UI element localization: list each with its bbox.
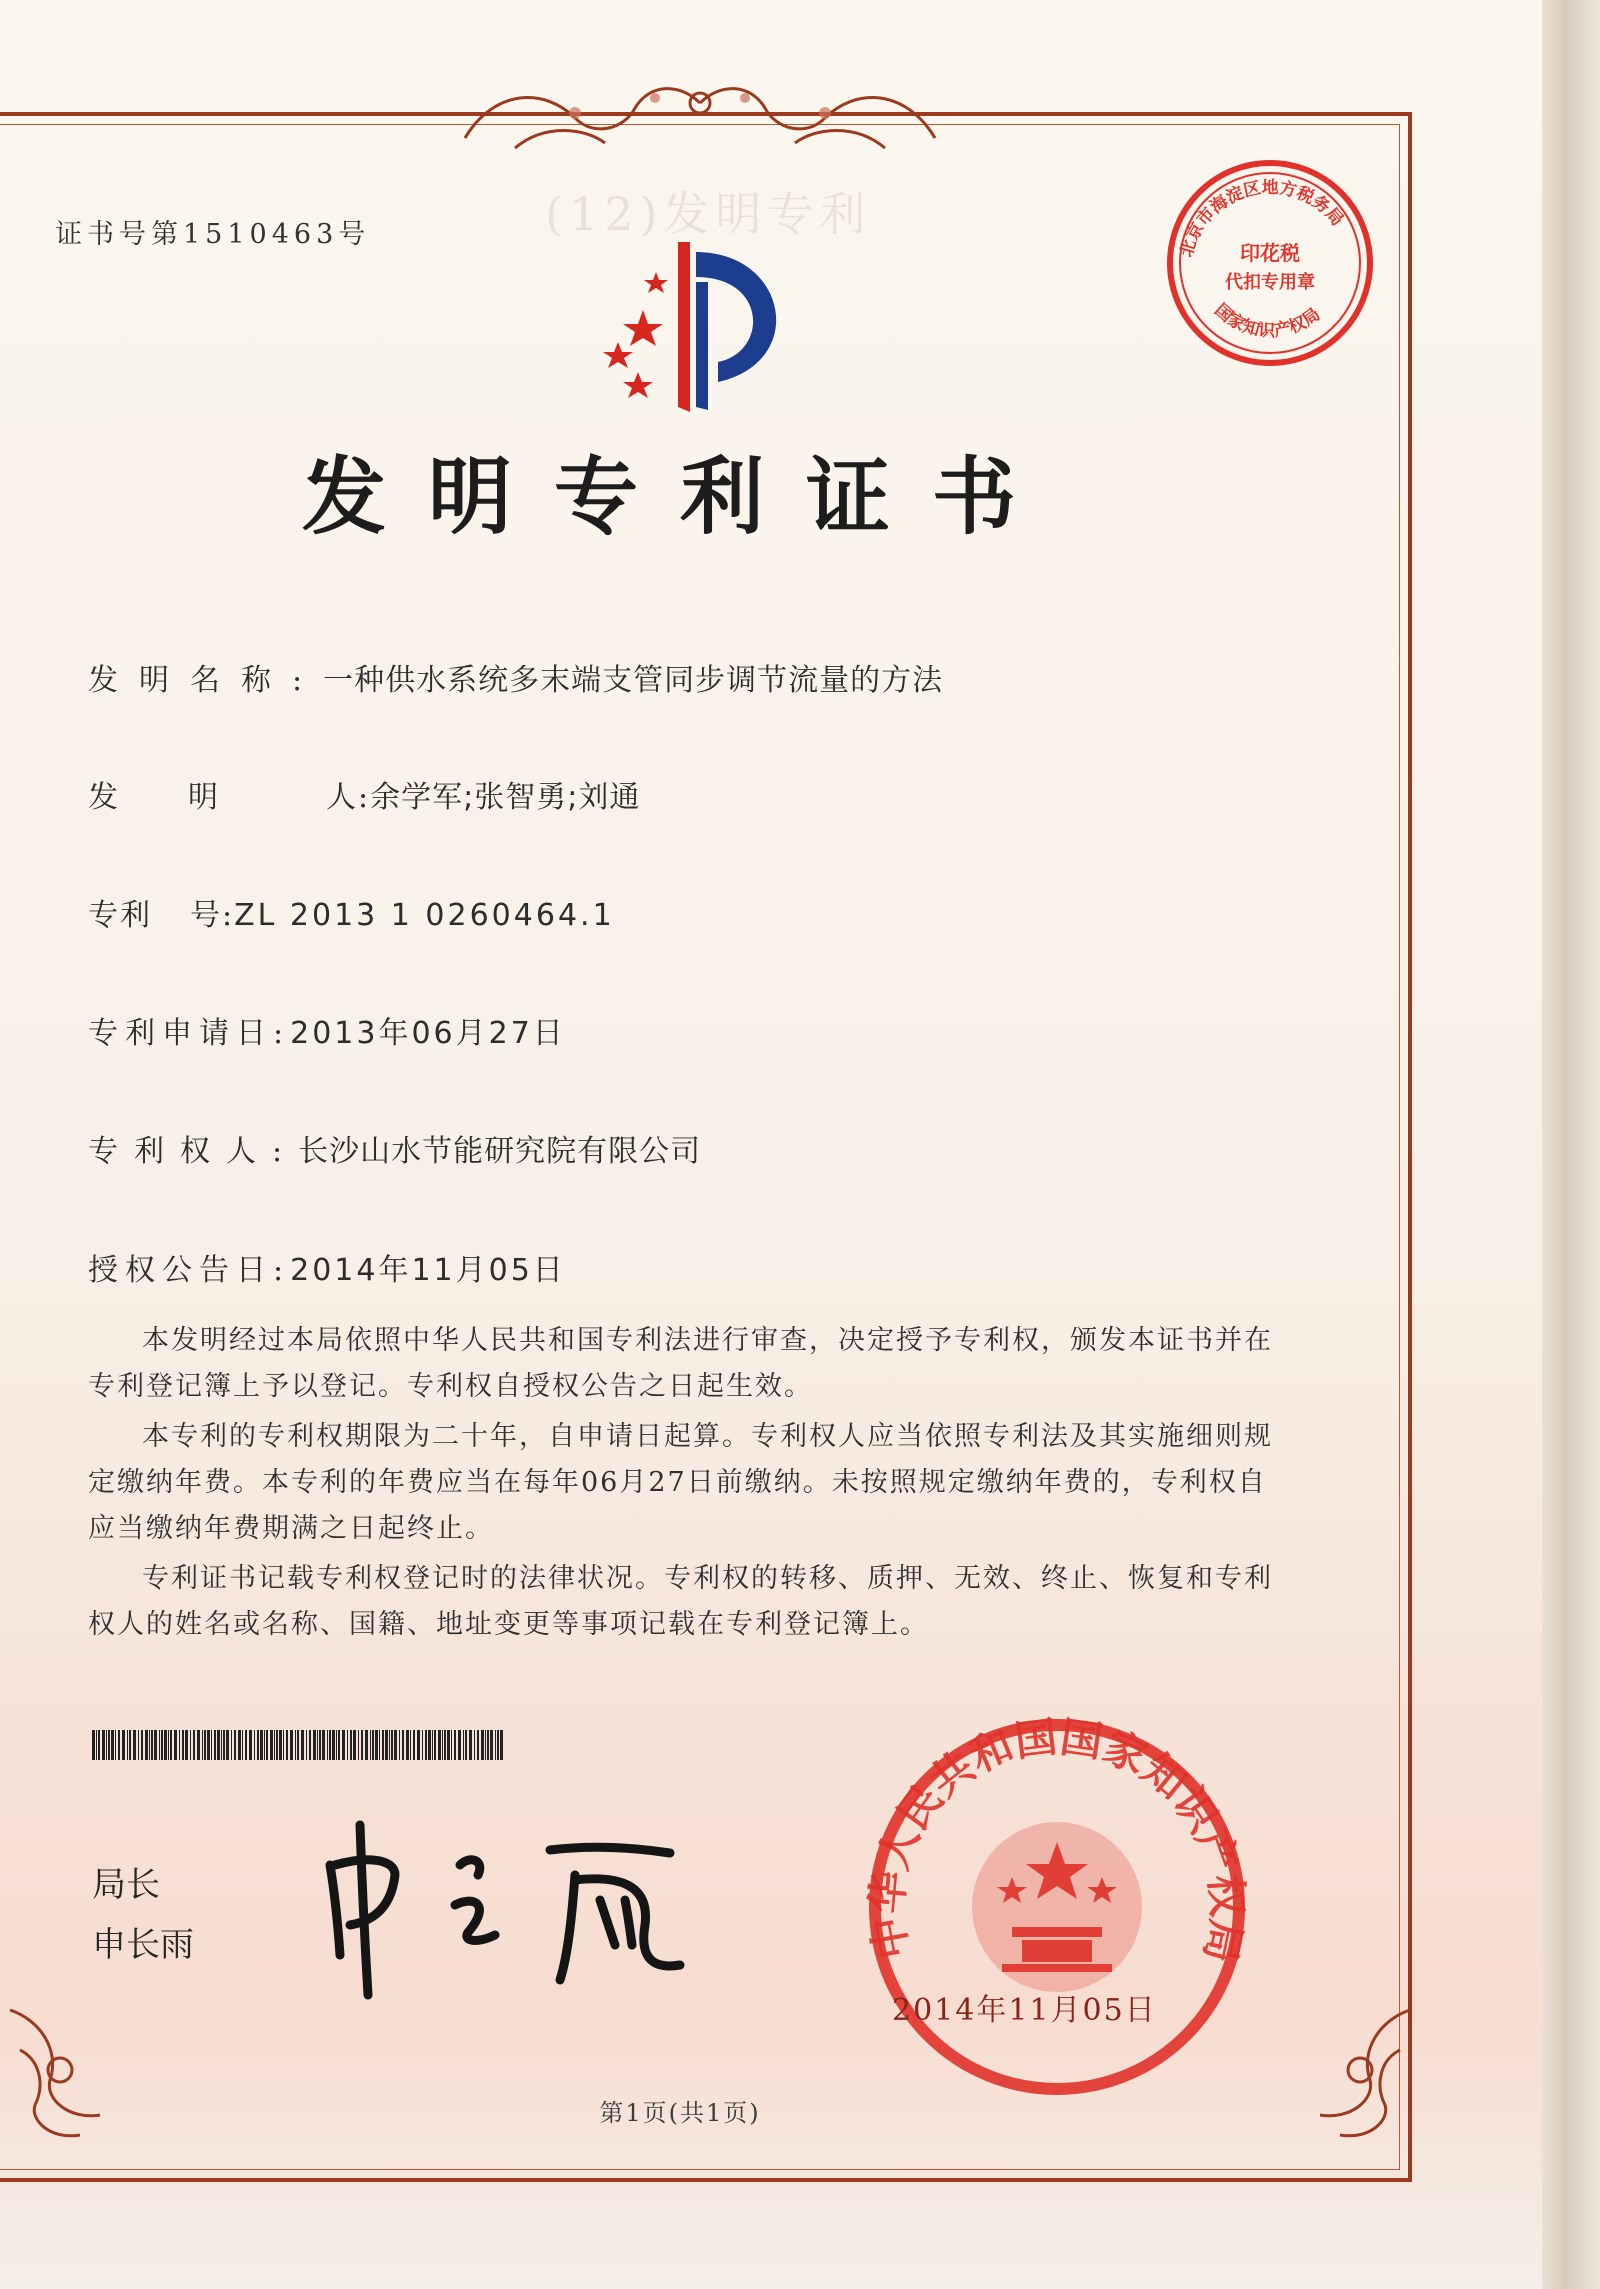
patent-no-label-c: 号: <box>190 898 235 933</box>
field-invention-name <box>88 655 943 699</box>
barcode-bar <box>115 1730 116 1760</box>
barcode-bar <box>402 1730 404 1760</box>
faint-watermark: (12)发明专利 <box>545 187 872 241</box>
barcode-bar <box>96 1730 97 1760</box>
tax-stamp-seal <box>1155 148 1385 378</box>
field-patent-number <box>88 890 615 934</box>
barcode-bar <box>413 1730 415 1760</box>
barcode-bar <box>497 1730 499 1760</box>
barcode-bar <box>313 1730 316 1760</box>
barcode-bar <box>399 1730 400 1760</box>
barcode-bar <box>295 1730 296 1760</box>
certificate-body <box>88 1318 1293 1652</box>
barcode-bar <box>425 1730 427 1760</box>
application-date-value: 2013年06月27日 <box>290 1016 566 1051</box>
barcode-bar <box>469 1730 472 1760</box>
barcode-bar <box>223 1730 225 1760</box>
barcode-bar <box>164 1730 167 1760</box>
barcode-bar <box>129 1730 131 1760</box>
field-inventors <box>88 772 640 816</box>
barcode-bar <box>202 1730 203 1760</box>
barcode-bar <box>428 1730 431 1760</box>
barcode-bar <box>102 1730 105 1760</box>
barcode-bar <box>118 1730 120 1760</box>
director-name: 申长雨 <box>92 1925 194 1965</box>
barcode-bar <box>410 1730 411 1760</box>
barcode-bar <box>151 1730 153 1760</box>
binding-edge <box>1542 0 1600 2289</box>
barcode-bar <box>283 1730 284 1760</box>
barcode-bar <box>447 1730 450 1760</box>
barcode-bar <box>207 1730 210 1760</box>
barcode-bar <box>193 1730 195 1760</box>
sipo-official-seal <box>862 1712 1252 2102</box>
barcode-bar <box>306 1730 307 1760</box>
grant-date-value: 2014年11月05日 <box>290 1253 566 1288</box>
barcode-bar <box>108 1730 110 1760</box>
barcode-bar <box>319 1730 321 1760</box>
barcode-bar <box>190 1730 191 1760</box>
patentee-label: 专利权人: <box>88 1134 299 1169</box>
barcode-bar <box>370 1730 371 1760</box>
barcode-bar <box>454 1730 456 1760</box>
barcode-bar <box>391 1730 393 1760</box>
barcode-bar <box>127 1730 128 1760</box>
barcode-bar <box>106 1730 107 1760</box>
barcode-bar <box>477 1730 479 1760</box>
barcode-bar <box>182 1730 184 1760</box>
seal-date: 2014年11月05日 <box>892 1993 1157 2028</box>
director-role: 局长 <box>92 1865 160 1905</box>
barcode-bar <box>257 1730 259 1760</box>
barcode-bar <box>434 1730 436 1760</box>
svg-text:国家知识产权局 <box>1210 300 1324 341</box>
barcode-bar <box>365 1730 368 1760</box>
barcode-bar <box>487 1730 489 1760</box>
barcode-bar <box>242 1730 243 1760</box>
barcode-bar <box>260 1730 263 1760</box>
barcode-bar <box>309 1730 311 1760</box>
barcode-bar <box>211 1730 212 1760</box>
barcode-bar <box>379 1730 380 1760</box>
inventors-value: 余学军;张智勇;刘通 <box>370 780 641 815</box>
barcode-bar <box>361 1730 363 1760</box>
barcode-bar <box>332 1730 335 1760</box>
barcode-bar <box>375 1730 378 1760</box>
barcode-bar <box>204 1730 206 1760</box>
barcode-bar <box>389 1730 390 1760</box>
barcode-bar <box>133 1730 136 1760</box>
barcode-bar <box>290 1730 293 1760</box>
barcode-bar <box>170 1730 172 1760</box>
barcode-bar <box>279 1730 282 1760</box>
barcode-bar <box>197 1730 200 1760</box>
barcode-bar <box>500 1730 503 1760</box>
barcode-bar <box>138 1730 139 1760</box>
barcode-bar <box>490 1730 493 1760</box>
barcode-bar <box>382 1730 384 1760</box>
barcode-bar <box>231 1730 232 1760</box>
barcode-bar <box>98 1730 100 1760</box>
patent-no-label-b: 利 <box>120 898 152 933</box>
top-ornament-icon <box>455 68 945 163</box>
barcode-bar <box>217 1730 220 1760</box>
barcode-bar <box>372 1730 374 1760</box>
barcode-bar <box>264 1730 265 1760</box>
barcode-bar <box>141 1730 143 1760</box>
barcode-bar <box>458 1730 461 1760</box>
barcode-bar <box>111 1730 114 1760</box>
barcode-bar <box>149 1730 150 1760</box>
barcode-bar <box>385 1730 388 1760</box>
barcode-bar <box>185 1730 188 1760</box>
barcode-bar <box>394 1730 397 1760</box>
barcode-bar <box>350 1730 352 1760</box>
barcode-bar <box>286 1730 288 1760</box>
barcode-bar <box>161 1730 163 1760</box>
inventor-label-b: 明 <box>188 780 220 815</box>
patent-no-label-a: 专 <box>88 898 120 933</box>
barcode-bar <box>179 1730 180 1760</box>
barcode-bar <box>358 1730 359 1760</box>
field-patentee <box>88 1126 701 1170</box>
barcode-bar <box>317 1730 318 1760</box>
barcode-bar <box>174 1730 177 1760</box>
application-date-label: 专利申请日: <box>88 1016 291 1051</box>
inventor-label-c: 人: <box>326 780 371 815</box>
barcode-bar <box>226 1730 229 1760</box>
barcode-bar <box>406 1730 409 1760</box>
barcode-bar <box>154 1730 157 1760</box>
patent-number-value: ZL 2013 1 0260464.1 <box>234 898 615 933</box>
certificate-number: 证书号第1510463号 <box>55 219 371 250</box>
barcode-bar <box>221 1730 222 1760</box>
main-seal-text: 中华人民共和国国家知识产权局 <box>862 1712 1252 1967</box>
barcode-bar <box>353 1730 356 1760</box>
grant-date-label: 授权公告日: <box>88 1253 291 1288</box>
barcode-bar <box>322 1730 325 1760</box>
invention-name-value: 一种供水系统多末端支管同步调节流量的方法 <box>323 663 944 698</box>
barcode-bar <box>444 1730 446 1760</box>
barcode-bar <box>245 1730 247 1760</box>
barcode-bar <box>249 1730 252 1760</box>
barcode-bar <box>297 1730 299 1760</box>
barcode-bar <box>422 1730 423 1760</box>
barcode-bar <box>438 1730 441 1760</box>
field-application-date <box>88 1008 566 1052</box>
tax-seal-line2: 代扣专用章 <box>1225 272 1315 293</box>
barcode-bar <box>254 1730 255 1760</box>
barcode-bar <box>266 1730 268 1760</box>
sipo-logo-icon <box>578 222 828 422</box>
barcode-bar <box>442 1730 443 1760</box>
director-block <box>92 1855 194 1975</box>
barcode-bar <box>465 1730 467 1760</box>
barcode <box>92 1730 504 1760</box>
page-footer: 第1页(共1页) <box>599 2099 761 2127</box>
barcode-bar <box>301 1730 304 1760</box>
barcode-bar <box>347 1730 348 1760</box>
barcode-bar <box>417 1730 420 1760</box>
barcode-bar <box>481 1730 484 1760</box>
tax-seal-outer-text: 北京市海淀区地方税务局 <box>1176 177 1348 260</box>
barcode-bar <box>234 1730 236 1760</box>
barcode-bar <box>338 1730 340 1760</box>
barcode-bar <box>463 1730 464 1760</box>
barcode-bar <box>485 1730 486 1760</box>
barcode-bar <box>159 1730 160 1760</box>
body-paragraph-1: 本发明经过本局依照中华人民共和国专利法进行审查，决定授予专利权，颁发本证书并在专利登记簿上予以登记。专利权自授权公告之日起生效。 <box>88 1325 1273 1402</box>
body-paragraph-3: 专利证书记载专利权登记时的法律状况。专利权的转移、质押、无效、终止、恢复和专利权人的姓名或名称、国籍、地址变更等事项记载在专利登记簿上。 <box>88 1563 1273 1640</box>
barcode-bar <box>214 1730 216 1760</box>
barcode-bar <box>276 1730 278 1760</box>
barcode-bar <box>168 1730 169 1760</box>
barcode-bar <box>336 1730 337 1760</box>
barcode-bar <box>495 1730 496 1760</box>
barcode-bar <box>145 1730 148 1760</box>
barcode-bar <box>451 1730 452 1760</box>
director-signature <box>310 1805 730 2005</box>
tax-seal-line1: 印花税 <box>1240 241 1300 265</box>
patentee-value: 长沙山水节能研究院有限公司 <box>298 1134 702 1169</box>
inventor-label-a: 发 <box>88 780 120 815</box>
barcode-bar <box>270 1730 273 1760</box>
barcode-bar <box>92 1730 95 1760</box>
barcode-bar <box>432 1730 433 1760</box>
invention-name-label: 发明名称: <box>88 663 324 698</box>
page-title: 发明专利证书 <box>301 448 1058 546</box>
tax-seal-bottom-text: 国家知识产权局 <box>1210 300 1325 342</box>
barcode-bar <box>238 1730 241 1760</box>
barcode-bar <box>122 1730 125 1760</box>
barcode-bar <box>327 1730 328 1760</box>
barcode-bar <box>342 1730 345 1760</box>
body-paragraph-2: 本专利的专利权期限为二十年，自申请日起算。专利权人应当依照专利法及其实施细则规定缴纳年费。本专利的年费应当在每年06月27日前缴纳。未按照规定缴纳年费的，专利权自应当缴纳年费期满之日起终止。 <box>88 1421 1273 1544</box>
barcode-bar <box>474 1730 475 1760</box>
field-grant-date <box>88 1245 566 1289</box>
barcode-bar <box>274 1730 275 1760</box>
barcode-bar <box>329 1730 331 1760</box>
